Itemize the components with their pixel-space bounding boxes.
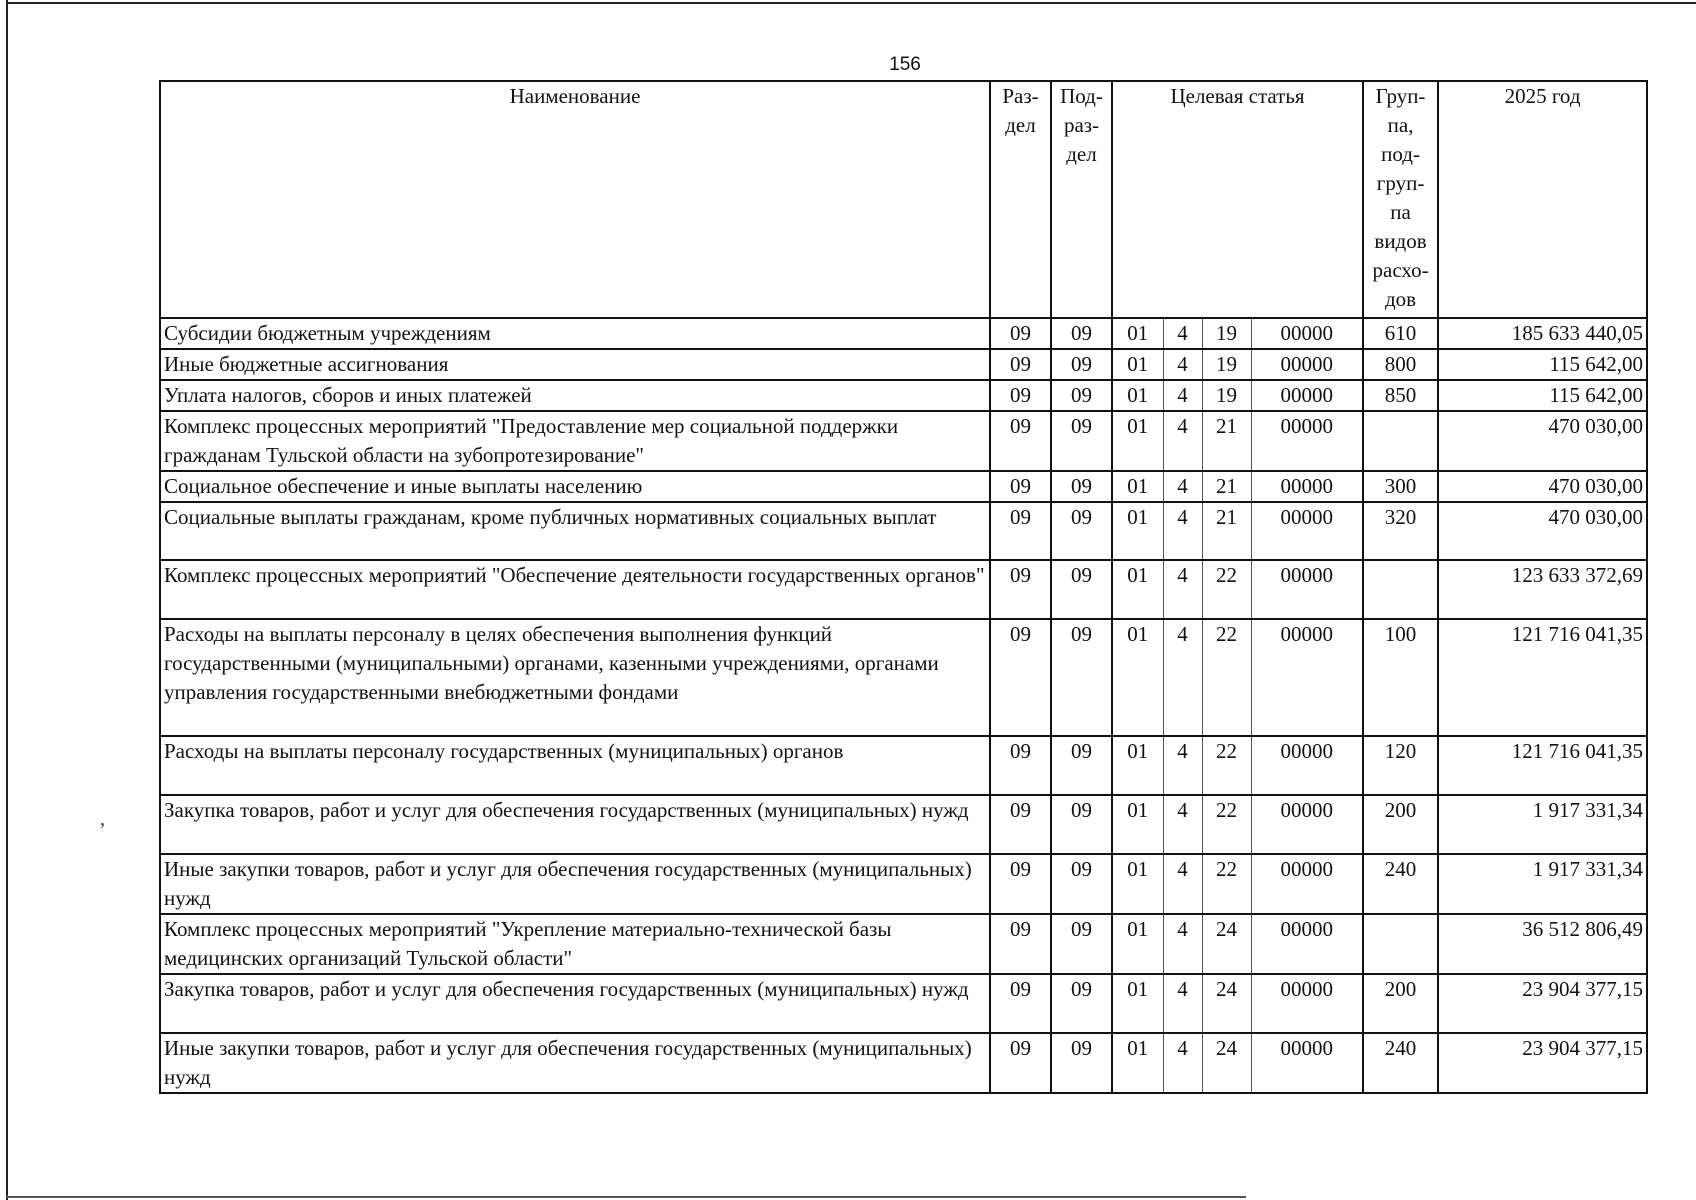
cell-expense-group [1363, 560, 1438, 619]
cell-subsection: 09 [1051, 471, 1112, 502]
cell-target-item: 21 [1202, 411, 1251, 471]
cell-target-item: 19 [1202, 349, 1251, 380]
stray-pen-mark: , [100, 808, 105, 830]
cell-subsection: 09 [1051, 411, 1112, 471]
cell-name: Закупка товаров, работ и услуг для обеспечения государственных (муниципальных) нужд [160, 974, 990, 1033]
cell-amount-2025: 470 030,00 [1438, 471, 1647, 502]
cell-section: 09 [990, 1033, 1051, 1093]
cell-subsection: 09 [1051, 974, 1112, 1033]
cell-subsection: 09 [1051, 795, 1112, 854]
cell-expense-group [1363, 411, 1438, 471]
cell-target-type: 4 [1163, 318, 1202, 349]
cell-expense-group: 300 [1363, 471, 1438, 502]
cell-name: Уплата налогов, сборов и иных платежей [160, 380, 990, 411]
cell-section: 09 [990, 560, 1051, 619]
cell-target-item: 24 [1202, 914, 1251, 974]
cell-name: Расходы на выплаты персоналу в целях обеспечения выполнения функций государственными (муниципальными) органами, казенными учреждениями, органами управления государственными внебюджетными фондами [160, 619, 990, 736]
cell-amount-2025: 123 633 372,69 [1438, 560, 1647, 619]
cell-target-item: 24 [1202, 974, 1251, 1033]
table-row [160, 411, 1647, 471]
cell-target-type: 4 [1163, 502, 1202, 560]
cell-section: 09 [990, 974, 1051, 1033]
cell-section: 09 [990, 854, 1051, 914]
table-row [160, 502, 1647, 560]
cell-expense-group: 800 [1363, 349, 1438, 380]
cell-expense-group: 200 [1363, 795, 1438, 854]
cell-target-type: 4 [1163, 471, 1202, 502]
cell-section: 09 [990, 349, 1051, 380]
cell-target-item: 19 [1202, 380, 1251, 411]
cell-target-item: 21 [1202, 502, 1251, 560]
cell-target-direction: 00000 [1251, 1033, 1363, 1093]
table-row [160, 560, 1647, 619]
table-row [160, 974, 1647, 1033]
cell-section: 09 [990, 619, 1051, 736]
cell-name: Иные закупки товаров, работ и услуг для обеспечения государственных (муниципальных) нужд [160, 1033, 990, 1093]
cell-amount-2025: 470 030,00 [1438, 502, 1647, 560]
cell-subsection: 09 [1051, 736, 1112, 795]
cell-target-program: 01 [1112, 619, 1163, 736]
cell-amount-2025: 185 633 440,05 [1438, 318, 1647, 349]
cell-target-item: 22 [1202, 795, 1251, 854]
cell-target-item: 22 [1202, 736, 1251, 795]
cell-target-direction: 00000 [1251, 560, 1363, 619]
cell-target-program: 01 [1112, 1033, 1163, 1093]
cell-expense-group: 200 [1363, 974, 1438, 1033]
table-row [160, 795, 1647, 854]
cell-target-program: 01 [1112, 854, 1163, 914]
cell-target-item: 22 [1202, 854, 1251, 914]
cell-target-type: 4 [1163, 736, 1202, 795]
cell-expense-group: 240 [1363, 1033, 1438, 1093]
cell-amount-2025: 23 904 377,15 [1438, 974, 1647, 1033]
cell-name: Расходы на выплаты персоналу государственных (муниципальных) органов [160, 736, 990, 795]
cell-target-direction: 00000 [1251, 502, 1363, 560]
cell-expense-group: 240 [1363, 854, 1438, 914]
cell-target-program: 01 [1112, 411, 1163, 471]
table-row [160, 380, 1647, 411]
cell-target-type: 4 [1163, 1033, 1202, 1093]
cell-subsection: 09 [1051, 854, 1112, 914]
cell-target-direction: 00000 [1251, 471, 1363, 502]
cell-subsection: 09 [1051, 560, 1112, 619]
cell-target-program: 01 [1112, 502, 1163, 560]
header-section: Раз- дел [990, 81, 1051, 318]
scan-edge-bottom [6, 1196, 1246, 1198]
cell-subsection: 09 [1051, 349, 1112, 380]
cell-amount-2025: 121 716 041,35 [1438, 736, 1647, 795]
cell-amount-2025: 1 917 331,34 [1438, 854, 1647, 914]
table-row [160, 736, 1647, 795]
cell-target-item: 19 [1202, 318, 1251, 349]
cell-name: Социальные выплаты гражданам, кроме публичных нормативных социальных выплат [160, 502, 990, 560]
cell-amount-2025: 115 642,00 [1438, 380, 1647, 411]
cell-expense-group: 120 [1363, 736, 1438, 795]
cell-target-direction: 00000 [1251, 349, 1363, 380]
table-row [160, 318, 1647, 349]
cell-name: Социальное обеспечение и иные выплаты населению [160, 471, 990, 502]
cell-section: 09 [990, 502, 1051, 560]
header-group: Груп- па, под- груп- па видов расхо- дов [1363, 81, 1438, 318]
cell-target-direction: 00000 [1251, 411, 1363, 471]
cell-section: 09 [990, 914, 1051, 974]
table-row [160, 914, 1647, 974]
cell-amount-2025: 121 716 041,35 [1438, 619, 1647, 736]
cell-section: 09 [990, 318, 1051, 349]
cell-target-type: 4 [1163, 914, 1202, 974]
cell-target-program: 01 [1112, 380, 1163, 411]
cell-subsection: 09 [1051, 1033, 1112, 1093]
header-target-article: Целевая статья [1112, 81, 1363, 318]
cell-target-type: 4 [1163, 619, 1202, 736]
cell-target-item: 22 [1202, 619, 1251, 736]
cell-section: 09 [990, 795, 1051, 854]
table-row [160, 349, 1647, 380]
table-row [160, 854, 1647, 914]
cell-subsection: 09 [1051, 502, 1112, 560]
cell-target-direction: 00000 [1251, 380, 1363, 411]
cell-name: Закупка товаров, работ и услуг для обеспечения государственных (муниципальных) нужд [160, 795, 990, 854]
cell-target-direction: 00000 [1251, 854, 1363, 914]
cell-target-direction: 00000 [1251, 974, 1363, 1033]
cell-expense-group [1363, 914, 1438, 974]
cell-section: 09 [990, 736, 1051, 795]
cell-target-type: 4 [1163, 974, 1202, 1033]
cell-target-direction: 00000 [1251, 914, 1363, 974]
cell-name: Комплекс процессных мероприятий "Предоставление мер социальной поддержки гражданам Тульской области на зубопротезирование" [160, 411, 990, 471]
cell-section: 09 [990, 471, 1051, 502]
cell-amount-2025: 36 512 806,49 [1438, 914, 1647, 974]
cell-target-direction: 00000 [1251, 736, 1363, 795]
cell-amount-2025: 1 917 331,34 [1438, 795, 1647, 854]
cell-target-program: 01 [1112, 736, 1163, 795]
cell-target-direction: 00000 [1251, 318, 1363, 349]
cell-target-program: 01 [1112, 795, 1163, 854]
scan-edge-top [6, 2, 1696, 4]
cell-name: Иные бюджетные ассигнования [160, 349, 990, 380]
cell-subsection: 09 [1051, 318, 1112, 349]
table-body [160, 318, 1647, 1093]
cell-target-type: 4 [1163, 349, 1202, 380]
cell-target-type: 4 [1163, 411, 1202, 471]
cell-target-program: 01 [1112, 560, 1163, 619]
table-header [160, 81, 1647, 318]
cell-amount-2025: 23 904 377,15 [1438, 1033, 1647, 1093]
cell-target-direction: 00000 [1251, 619, 1363, 736]
cell-target-program: 01 [1112, 974, 1163, 1033]
cell-subsection: 09 [1051, 380, 1112, 411]
header-year: 2025 год [1438, 81, 1647, 318]
cell-name: Комплекс процессных мероприятий "Обеспечение деятельности государственных органов" [160, 560, 990, 619]
cell-expense-group: 100 [1363, 619, 1438, 736]
cell-target-type: 4 [1163, 380, 1202, 411]
cell-name: Комплекс процессных мероприятий "Укрепление материально-технической базы медицинских организаций Тульской области" [160, 914, 990, 974]
cell-subsection: 09 [1051, 914, 1112, 974]
cell-target-type: 4 [1163, 795, 1202, 854]
cell-name: Иные закупки товаров, работ и услуг для обеспечения государственных (муниципальных) нужд [160, 854, 990, 914]
cell-section: 09 [990, 411, 1051, 471]
header-subsection: Под- раз- дел [1051, 81, 1112, 318]
cell-target-direction: 00000 [1251, 795, 1363, 854]
cell-amount-2025: 115 642,00 [1438, 349, 1647, 380]
cell-subsection: 09 [1051, 619, 1112, 736]
table-row [160, 619, 1647, 736]
cell-expense-group: 610 [1363, 318, 1438, 349]
page-number: 156 [889, 54, 921, 75]
cell-target-item: 24 [1202, 1033, 1251, 1093]
table-row [160, 471, 1647, 502]
budget-table [159, 80, 1648, 1094]
cell-expense-group: 320 [1363, 502, 1438, 560]
cell-target-program: 01 [1112, 914, 1163, 974]
table-row [160, 1033, 1647, 1093]
cell-target-type: 4 [1163, 560, 1202, 619]
header-name: Наименование [160, 81, 990, 318]
cell-target-program: 01 [1112, 471, 1163, 502]
cell-amount-2025: 470 030,00 [1438, 411, 1647, 471]
cell-expense-group: 850 [1363, 380, 1438, 411]
cell-target-type: 4 [1163, 854, 1202, 914]
header-row [160, 81, 1647, 318]
cell-target-item: 21 [1202, 471, 1251, 502]
cell-target-program: 01 [1112, 349, 1163, 380]
cell-section: 09 [990, 380, 1051, 411]
cell-name: Субсидии бюджетным учреждениям [160, 318, 990, 349]
cell-target-program: 01 [1112, 318, 1163, 349]
cell-target-item: 22 [1202, 560, 1251, 619]
scan-edge-left [6, 0, 8, 1200]
